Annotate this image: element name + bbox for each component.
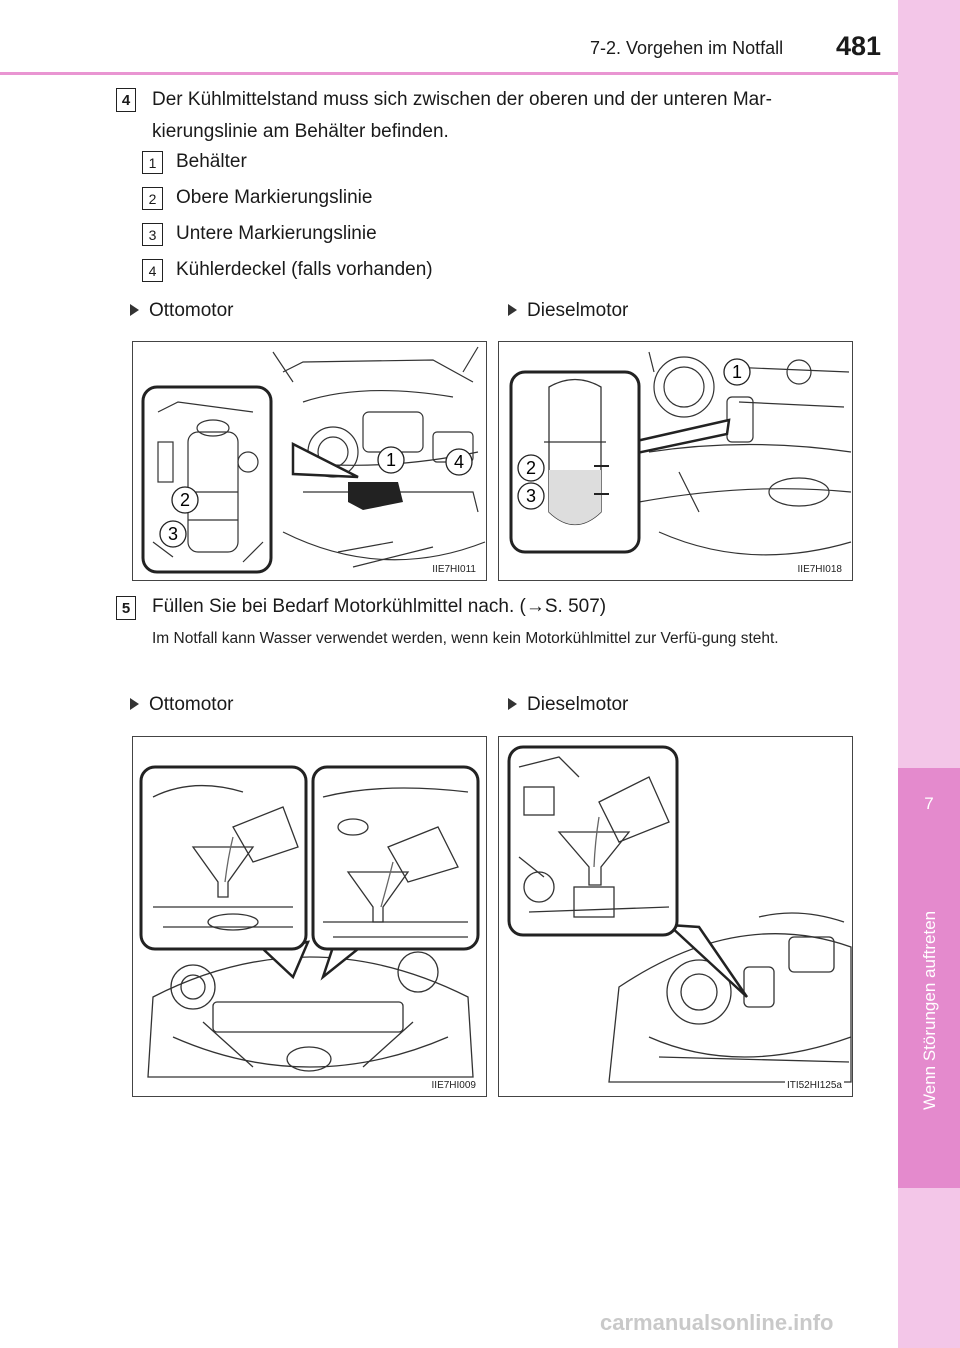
figure-code: ITI52HI125a — [786, 1080, 842, 1091]
figure-dieselmotor-refill — [498, 736, 853, 1097]
item-2-number: 2 — [142, 187, 163, 210]
figure-code: IIE7HI009 — [431, 1080, 476, 1091]
callout-3: 3 — [167, 524, 179, 544]
header-rule — [0, 72, 898, 75]
item-4-number: 4 — [142, 259, 163, 282]
caption-ottomotor-2: Ottomotor — [130, 694, 233, 716]
step-4-text: Der Kühlmittelstand muss sich zwischen der oberen und der unteren Mar-kierungslinie am Behälter befinden. — [152, 89, 772, 142]
item-3-number: 3 — [142, 223, 163, 246]
caption-dieselmotor-1: Dieselmotor — [508, 300, 628, 322]
step-5-note: Im Notfall kann Wasser verwendet werden, wenn kein Motorkühlmittel zur Verfü-gung steht. — [152, 630, 779, 647]
figure-code: IIE7HI018 — [797, 564, 842, 575]
reservoir-closeup-illustration — [499, 342, 852, 580]
figure-ottomotor-reservoir — [132, 341, 487, 581]
step-5-badge: 5 — [116, 596, 136, 620]
caption-ottomotor-1: Ottomotor — [130, 300, 233, 322]
step-4-badge: 4 — [116, 88, 136, 112]
figure-code: IIE7HI011 — [432, 564, 476, 575]
triangle-bullet-icon — [508, 698, 517, 710]
item-2-label: Obere Markierungslinie — [176, 187, 373, 208]
item-4-label: Kühlerdeckel (falls vorhanden) — [176, 259, 433, 280]
refill-illustration — [133, 737, 486, 1096]
triangle-bullet-icon — [130, 304, 139, 316]
watermark[interactable]: carmanualsonline.info — [600, 1310, 834, 1335]
page-number: 481 — [836, 31, 882, 61]
callout-4: 4 — [453, 452, 465, 472]
figure-ottomotor-refill — [132, 736, 487, 1097]
chapter-title: Wenn Störungen auftreten — [920, 910, 939, 1110]
engine-bay-illustration — [133, 342, 486, 580]
callout-2: 2 — [179, 490, 191, 510]
item-3-label: Untere Markierungslinie — [176, 223, 377, 244]
figure-dieselmotor-reservoir — [498, 341, 853, 581]
caption-dieselmotor-2: Dieselmotor — [508, 694, 628, 716]
item-1-number: 1 — [142, 151, 163, 174]
callout-3: 3 — [525, 486, 537, 506]
refill-illustration — [499, 737, 852, 1096]
chapter-number: 7 — [924, 794, 934, 813]
callout-1: 1 — [385, 450, 397, 470]
triangle-bullet-icon — [130, 698, 139, 710]
triangle-bullet-icon — [508, 304, 517, 316]
item-1-label: Behälter — [176, 151, 247, 172]
callout-2: 2 — [525, 458, 537, 478]
callout-1: 1 — [731, 362, 743, 382]
step-5-text: Füllen Sie bei Bedarf Motorkühlmittel nach. (→S. 507) — [152, 596, 607, 617]
section-title: 7-2. Vorgehen im Notfall — [590, 38, 784, 58]
